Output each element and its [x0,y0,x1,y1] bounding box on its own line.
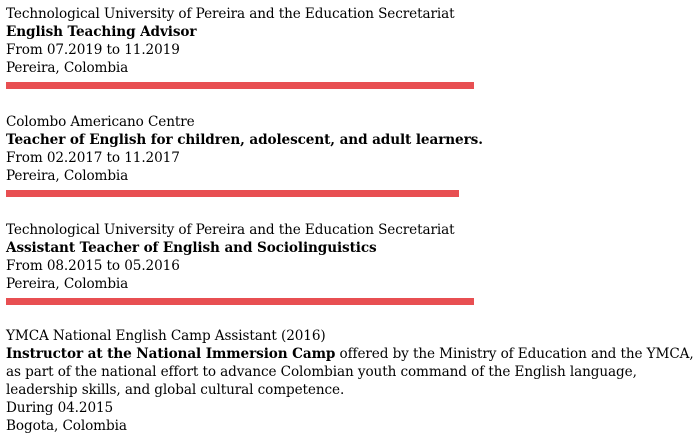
entry-location: Pereira, Colombia [6,60,129,76]
section-divider [6,298,474,305]
entry-role: Instructor at the National Immersion Camp [6,346,336,362]
entry-organization: YMCA National English Camp Assistant (2016) [6,328,326,344]
entry-role-paragraph [6,345,700,399]
experience-entry [6,327,700,435]
section-divider [6,190,459,197]
experience-entry [6,113,700,221]
entry-dates: From 02.2017 to 11.2017 [6,150,180,166]
entry-role: Teacher of English for children, adolescent, and adult learners. [6,132,483,148]
entry-location: Bogota, Colombia [6,418,127,434]
entry-location: Pereira, Colombia [6,168,129,184]
entry-location: Pereira, Colombia [6,276,129,292]
entry-dates: During 04.2015 [6,400,114,416]
entry-dates: From 07.2019 to 11.2019 [6,42,180,58]
experience-section [6,5,700,435]
entry-organization: Colombo Americano Centre [6,114,195,130]
entry-role: Assistant Teacher of English and Sociolinguistics [6,240,377,256]
experience-entry [6,221,700,327]
entry-organization: Technological University of Pereira and the Education Secretariat [6,222,455,238]
section-divider [6,82,474,89]
entry-description: offered by the Ministry of Education and the YMCA, as part of the national effort to advance Colombian youth command of the English language, leadership skills, and global cultural competence. [6,346,694,398]
entry-dates: From 08.2015 to 05.2016 [6,258,180,274]
entry-organization: Technological University of Pereira and the Education Secretariat [6,6,455,22]
experience-entry [6,5,700,113]
entry-role: English Teaching Advisor [6,24,197,40]
